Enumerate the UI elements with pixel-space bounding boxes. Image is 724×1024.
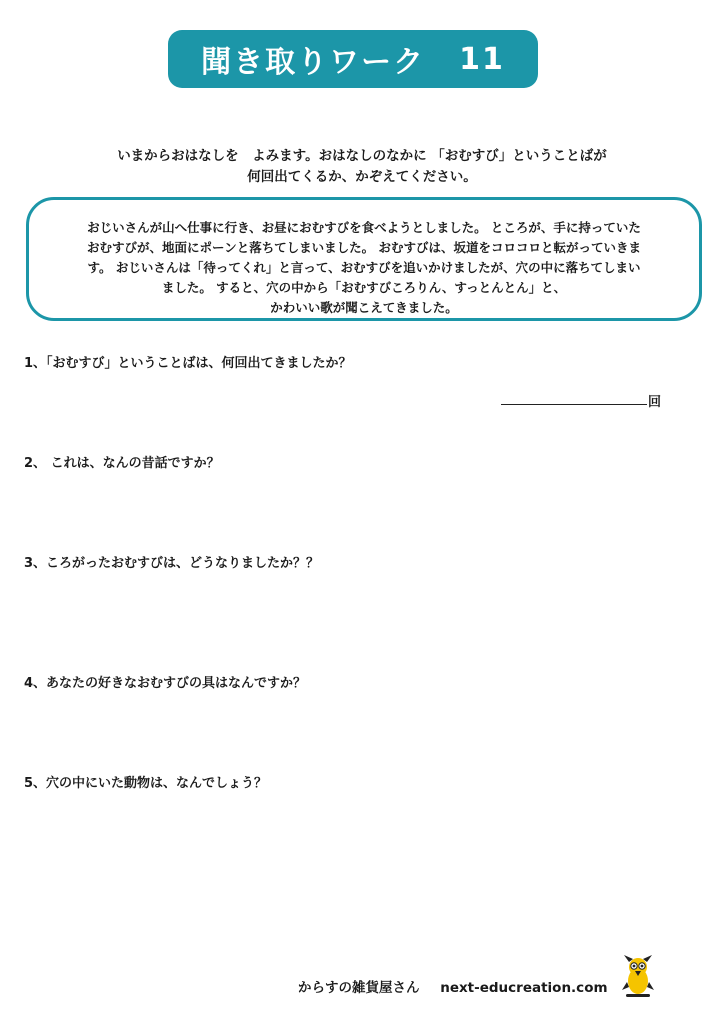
site-url[interactable]: next-educreation.com (440, 980, 608, 996)
story-line: かわいい歌が聞こえてきました。 (270, 300, 458, 315)
crow-mascot-icon (620, 954, 656, 1000)
footer (298, 976, 608, 996)
story-line: おじいさんが山へ仕事に行き、お昼におむすびを食べようとしました。 ところが、手に持っていた (87, 220, 641, 235)
question-3: 3、ころがったおむすびは、どうなりましたか？？ (24, 556, 320, 571)
instructions-line-1: いまからおはなしを よみます。おはなしのなかに 「おむすび」ということばが (117, 148, 607, 164)
story-box (26, 197, 702, 321)
story-line: す。 おじいさんは「待ってくれ」と言って、おむすびを追いかけましたが、穴の中に落ちてしまい (87, 260, 641, 275)
title-banner (168, 30, 538, 88)
answer-blank[interactable] (501, 404, 647, 405)
question-1: 1、「おむすび」ということばは、何回出てきましたか？ (24, 356, 352, 371)
question-4: 4、あなたの好きなおむすびの具はなんですか？ (24, 676, 307, 691)
question-2: 2、 これは、なんの昔話ですか？ (24, 456, 220, 471)
instructions (60, 146, 664, 188)
question-5: 5、穴の中にいた動物は、なんでしょう？ (24, 776, 268, 791)
story-line: ました。 すると、穴の中から「おむすびころりん、すっとんとん」と、 (161, 280, 567, 295)
instructions-line-2: 何回出てくるか、かぞえてください。 (247, 169, 477, 185)
shop-name: からすの雑貨屋さん (298, 980, 420, 996)
worksheet-number: 11 (459, 41, 505, 77)
answer-unit: 回 (648, 395, 662, 410)
worksheet-title: 聞き取りワーク (201, 45, 426, 80)
story-line: おむすびが、地面にポーンと落ちてしまいました。 おむすびは、坂道をコロコロと転がっていきま (87, 240, 641, 255)
